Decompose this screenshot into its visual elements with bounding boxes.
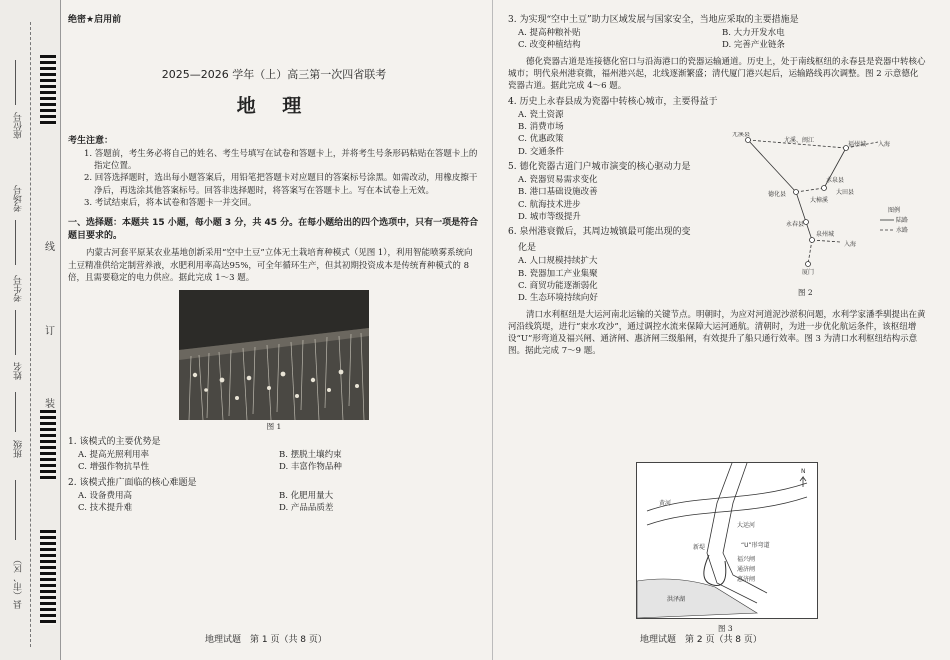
fig3-label: 惠济闸 [737,576,756,583]
examno-field-label: 考生号 [14,275,24,302]
figure-3-caption: 图 3 [718,624,733,633]
question-1-options [68,449,480,474]
option-d[interactable]: D. 完善产业链条 [722,40,785,51]
question-6-stem-cont: 化是 [518,243,537,254]
map-label: 大田县 [836,189,855,196]
map-label: 水泉县 [826,177,845,184]
option-c[interactable]: C. 改变种植结构 [518,40,581,51]
room-field-label: 考场号 [14,185,24,212]
question-5-stem: 5. 德化瓷器古道门户城市演变的核心驱动力是 [508,161,691,172]
map-label: 尤溪、闽江 [784,137,815,144]
name-input-line[interactable] [15,392,16,432]
fig3-label: 通济闸 [737,566,756,573]
option-a[interactable]: A. 瓷器贸易需求变化 [518,174,598,185]
town-dot [804,220,809,225]
binding-barcode [40,55,56,125]
map-label: 大樟溪 [810,197,829,204]
exam-title: 2025—2026 学年（上）高三第一次四省联考 [161,68,387,82]
option-b[interactable]: B. 瓷器加工产业集聚 [518,268,598,279]
notice-item: 2. 回答选择题时，选出每小题答案后，用铅笔把答题卡对应题目的答案标号涂黑。如需改动，用橡皮擦干净后，再选涂其他答案标号。回答非选择题时，将答案写在答题卡上。写在本试卷上无效。 [84,173,478,196]
map-label: 入海 [844,241,857,248]
option-c[interactable]: C. 航海技术进步 [518,199,581,210]
class-field-label: 班级 [14,440,24,458]
page-divider [492,0,493,660]
option-d[interactable]: D. 产品品质差 [279,503,334,514]
fig3-label: 大运河 [737,522,756,529]
name-field-label: 姓名 [14,362,24,380]
fig3-label: 新堤 [693,544,706,551]
option-a[interactable]: A. 瓷土资源 [518,109,564,120]
option-b[interactable]: B. 化肥用量大 [279,490,334,501]
fig3-label: 黄河 [659,500,672,507]
figure-1-photo [179,290,369,420]
option-d[interactable]: D. 丰富作物品种 [279,462,342,473]
fig3-label: “U”形弯道 [741,542,770,549]
option-d[interactable]: D. 城市等级提升 [518,211,581,222]
map-label: 福州城 [848,141,867,148]
right-page [508,14,926,633]
notice-item: 3. 考试结束后，将本试卷和答题卡一并交回。 [84,197,257,208]
binding-mark-xian: 线 [45,242,55,253]
option-a[interactable]: A. 提高种粮补贴 [518,28,581,39]
seat-input-line[interactable] [15,60,16,105]
legend-title: 图例 [888,207,901,214]
figure-2-caption: 图 2 [798,288,813,297]
binding-mark-zhuang: 装 [45,399,55,410]
question-3-options [508,27,926,52]
legend-route-label: 陆路 [896,217,909,224]
binding-barcode [40,410,56,480]
footer-page-2: 地理试题 第 2 页（共 8 页） [640,635,762,645]
binding-barcode [40,530,56,625]
option-c[interactable]: C. 增强作物抗旱性 [78,462,150,473]
fig3-label: 洪泽湖 [667,596,686,603]
county-field-label: 县（市、区） [14,555,24,609]
figure-3-schematic [636,462,818,619]
map-label: 泉州城 [816,231,835,238]
option-b[interactable]: B. 港口基础设施改善 [518,187,598,198]
option-c[interactable]: C. 商贸功能逐渐弱化 [518,280,598,291]
option-d[interactable]: D. 生态环境持续向好 [518,293,598,304]
footer-page-1: 地理试题 第 1 页（共 8 页） [205,635,327,645]
town-dot [806,262,811,267]
potato-roots-image [179,290,369,420]
option-a[interactable]: A. 设备费用高 [78,490,133,501]
secret-mark: 绝密★启用前 [68,15,122,25]
binding-strip [0,0,61,660]
notice-title: 考生注意： [68,135,114,146]
option-c[interactable]: C. 技术提升难 [78,503,133,514]
option-a[interactable]: A. 提高光照利用率 [78,450,150,461]
option-b[interactable]: B. 消费市场 [518,121,564,132]
hydraulic-schematic-svg [637,463,817,618]
notice-item: 1. 答题前，考生务必将自己的姓名、考生号填写在试卷和答题卡上，并将考生号条形码粘贴在答题卡上的指定位置。 [84,148,478,171]
option-b[interactable]: B. 摆脱土壤约束 [279,450,342,461]
map-label: 德化县 [768,191,787,198]
question-4-stem: 4. 历史上永春县成为瓷器中转核心城市，主要得益于 [508,96,718,107]
figure-2-route-map [728,132,924,282]
town-dot [746,138,751,143]
passage-1: 内蒙古河套平原某农业基地创新采用“空中土豆”立体无土栽培育种模式（见图 1），利用智能喷雾系统向土豆精准供给定制营养液，水肥利用率高达95%，可全年循环生产，但其初期投资成本是传统育种模式的 8 倍，且需要稳定的电力供应。据此完成 1～3 题。 [68,248,473,283]
route-map-svg [728,132,924,282]
town-dot [794,190,799,195]
question-1-stem: 1. 该模式的主要优势是 [68,437,161,448]
section-heading: 一、选择题：本题共 15 小题，每小题 3 分，共 45 分。在每小题给出的四个选项中，只有一项是符合题目要求的。 [68,218,479,242]
class-input-line[interactable] [15,480,16,540]
option-c[interactable]: C. 优惠政策 [518,134,564,145]
room-input-line[interactable] [15,220,16,265]
north-arrow-icon [800,477,806,487]
map-label: 永春县 [786,221,805,228]
map-label: 厦门 [802,269,815,276]
question-2-stem: 2. 该模式推广面临的核心难题是 [68,477,197,488]
examno-input-line[interactable] [15,310,16,355]
figure-1-caption: 图 1 [266,422,282,432]
seat-field-label: 座位号 [14,112,24,139]
option-d[interactable]: D. 交通条件 [518,146,564,157]
town-dot [822,186,827,191]
town-dot [810,238,815,243]
subject-title: 地 理 [236,94,312,117]
option-b[interactable]: B. 大力开发水电 [722,28,785,39]
question-6-stem: 6. 泉州港衰微后，其周边城镇最可能出现的变 [508,227,691,238]
fig3-label: 福兴闸 [737,556,756,563]
question-2-options [68,490,480,515]
option-a[interactable]: A. 人口规模持续扩大 [518,256,598,267]
binding-mark-ding: 订 [45,326,55,337]
left-page [68,14,480,514]
legend-water-label: 水路 [896,227,909,234]
question-3-stem: 3. 为实现“空中土豆”助力区域发展与国家安全，当地应采取的主要措施是 [508,15,799,25]
north-arrow-label: N [801,468,806,475]
map-label: 入海 [878,141,891,148]
passage-2: 德化瓷器古道是连接德化窑口与沿海港口的瓷器运输通道。历史上，处于南线枢纽的永春县是瓷器中转核心城市；明代泉州港衰微，福州港兴起，北线逐渐繁盛；清代厦门港兴起后，运输路线再次调整。图 2 示意德化瓷器古道。据此完成 4～6 题。 [508,56,926,92]
map-label: 尤溪县 [732,132,751,138]
passage-3: 清口水利枢纽是大运河南北运输的关键节点。明朝时，为应对河道泥沙淤积问题，水利学家潘季驯提出在黄河沿线筑堤，进行“束水攻沙”，通过调控水流来保障大运河通航。清朝时，为进一步优化航运条件，该枢纽增设“U”形弯道及福兴闸、通济闸、惠济闸三级船闸，有效提升了船只通行效率。图 3 为清口水利枢纽结构示意图。据此完成 7～9 题。 [508,309,926,357]
